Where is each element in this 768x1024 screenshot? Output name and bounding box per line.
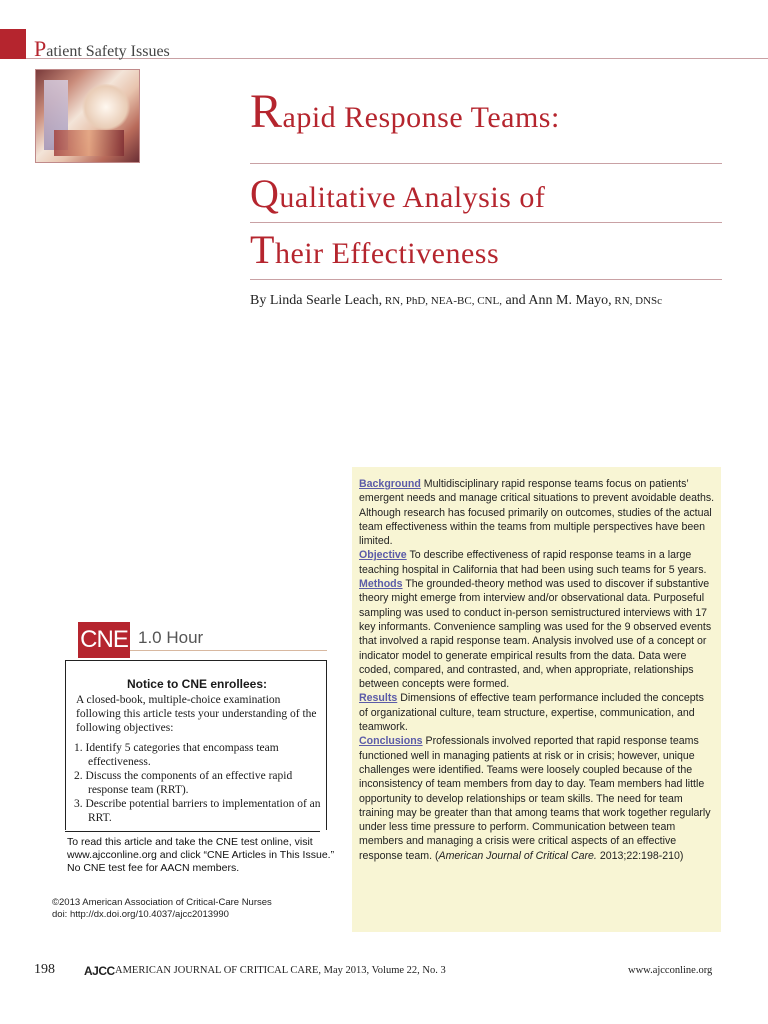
abstract-citation-journal: American Journal of Critical Care.: [438, 849, 597, 862]
objective-item: 3. Describe potential barriers to implementation of an RRT.: [74, 798, 321, 824]
abstract-results-link[interactable]: Results: [359, 692, 398, 705]
abstract-background-link[interactable]: Background: [359, 478, 421, 490]
title-rule-1: [250, 163, 722, 164]
notice-title: Notice to CNE enrollees:: [126, 677, 268, 691]
cne-notice-box: [65, 660, 327, 830]
section-label-rest: atient Safety Issues: [46, 43, 170, 60]
section-color-bar: [0, 29, 26, 59]
abstract-results-text: Dimensions of effective team performance included the concepts of organizational culture, team structure, expertise, communication, and teamwork.: [359, 692, 704, 734]
notice-intro: A closed-book, multiple-choice examination following this article tests your understanding of the following objectives:: [76, 694, 317, 734]
abstract-box: [352, 467, 721, 932]
abstract-background-text: Multidisciplinary rapid response teams focus on patients’ emergent needs and manage critical situations to prevent avoidable deaths. Although research has focused primarily on outcomes, studies of the actual team effectiveness within the teams from multiple perspectives have been limited.: [359, 478, 715, 548]
journal-logo: AJCC: [84, 964, 115, 978]
abstract-conclusions-text: Professionals involved reported that rapid response teams functioned well in managing patients at risk or in crisis; however, unique challenges were identified. Teams were loosely coupled because of the inconsistency of team members from day to day. Team members had little opportunity to develop relationships or team skills. The need for team training may be greater than that among teams that work together regularly under less time pressure to perform. Communication between team members and managing a crisis were critical aspects of an effective response team. (: [359, 735, 711, 862]
abstract-methods-link[interactable]: Methods: [359, 578, 403, 591]
doi-line: doi: http://dx.doi.org/10.4037/ajcc2013990: [52, 909, 229, 920]
title-line-3: Their Effectiveness: [250, 227, 500, 272]
abstract-objective-text: To describe effectiveness of rapid response teams in a large teaching hospital in California that had been using such teams for 5 years.: [359, 549, 707, 576]
copyright: [52, 897, 332, 921]
cne-hours: 1.0 Hour: [138, 628, 204, 647]
abstract-objective-link[interactable]: Objective: [359, 549, 407, 562]
objective-item: 1. Identify 5 categories that encompass team effectiveness.: [74, 742, 279, 768]
title-line-1: Rapid Response Teams:: [250, 85, 560, 138]
notice-divider: [65, 831, 320, 832]
journal-citation: AMERICAN JOURNAL OF CRITICAL CARE, May 2013, Volume 22, No. 3: [115, 965, 446, 976]
cne-online-note: To read this article and take the CNE test online, visit www.ajcconline.org and click “CNE Articles in This Issue.” No CNE test fee for AACN members.: [67, 836, 335, 874]
abstract-text: [359, 477, 715, 863]
page-number: 198: [34, 962, 55, 977]
abstract-methods-text: The grounded-theory method was used to discover if substantive theory might emerge from interview and/or observational data. Purposeful sampling was used to conduct in-person semistructured interviews with 17 key informants. Convenience sampling was used for the 9 observed events that involved a rapid response team. Analysis involved use of a concept or indicator model to generate empirical results from the data. Data were coded, compared, and contrasted, and, when appropriate, relationships between concepts were formed.: [359, 578, 712, 691]
copyright-line: ©2013 American Association of Critical-Care Nurses: [52, 897, 272, 908]
abstract-conclusions-link[interactable]: Conclusions: [359, 735, 423, 748]
objective-item: 2. Discuss the components of an effective rapid response team (RRT).: [74, 770, 293, 796]
title-rule-2: [250, 222, 722, 223]
section-label-initial: P: [34, 36, 47, 61]
cne-rule: [130, 650, 327, 651]
title-rule-3: [250, 279, 722, 280]
article-photo: [35, 69, 140, 163]
objectives-list: [74, 741, 324, 825]
title-line-2: Qualitative Analysis of: [250, 171, 546, 216]
byline: By Linda Searle Leach, RN, PhD, NEA-BC, CNL, and Ann M. Mayo, RN, DNSc: [250, 293, 663, 308]
cne-badge: CNE: [78, 622, 130, 658]
section-label: [34, 36, 170, 62]
abstract-citation-rest: 2013;22:198-210): [596, 849, 684, 862]
journal-url-link[interactable]: www.ajcconline.org: [628, 965, 713, 976]
